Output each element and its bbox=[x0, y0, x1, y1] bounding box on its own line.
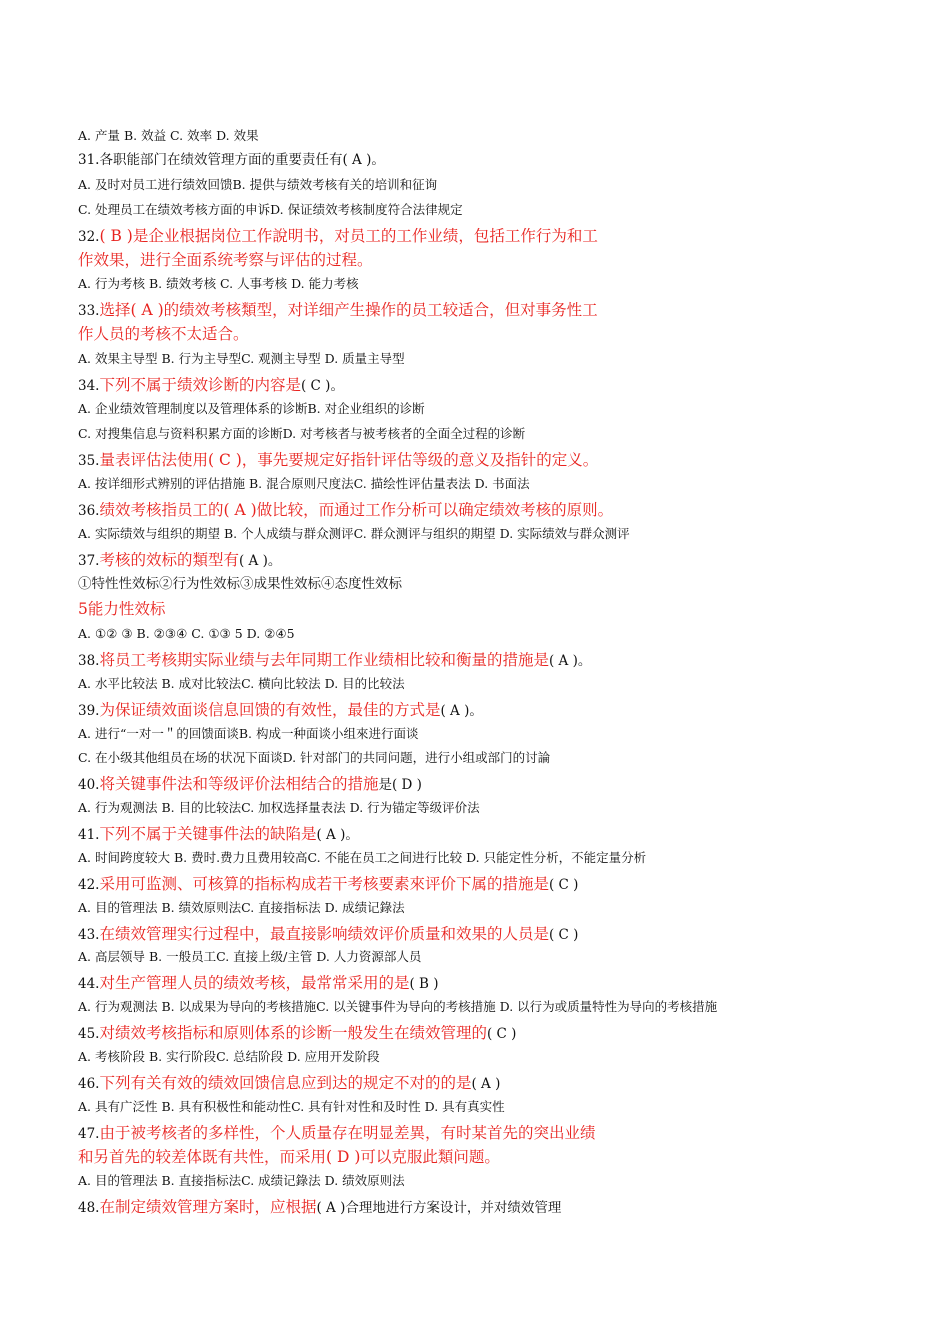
option-line: A. 进行“一对一＂的回馈面谈B. 构成一种面谈小组來进行面谈 bbox=[78, 726, 419, 741]
question-text: ( A )。 bbox=[549, 653, 592, 669]
question-line bbox=[78, 827, 359, 843]
question-text: ( A )。 bbox=[239, 553, 282, 569]
option-line: A. 及时对员工进行绩效回馈B. 提供与绩效考核有关的培训和征询 bbox=[78, 177, 438, 192]
question-text-highlight: 选择( A )的绩效考核類型，对详细产生操作的员工较适合，但对事务性工 bbox=[99, 301, 598, 319]
question-text: ( C ) bbox=[549, 877, 579, 893]
question-text-highlight: 作效果，进行全面系统考察与评估的过程。 bbox=[78, 251, 373, 269]
question-text: ( A )。 bbox=[316, 827, 359, 843]
option-line: A. 效果主导型 B. 行为主导型C. 观测主导型 D. 质量主导型 bbox=[78, 351, 405, 366]
question-text: ( A )。 bbox=[440, 703, 483, 719]
question-text-highlight: 下列不属于绩效诊断的内容是 bbox=[99, 376, 301, 394]
question-line bbox=[78, 229, 598, 245]
option-line: A. 水平比较法 B. 成对比较法C. 横向比较法 D. 目的比较法 bbox=[78, 676, 405, 691]
question-text-highlight: 和另首先的较差体既有共性，而采用( D )可以克服此類问题。 bbox=[78, 1148, 500, 1166]
question-number: 41. bbox=[78, 827, 100, 843]
question-number: 39. bbox=[78, 703, 100, 719]
question-text-highlight: 作人员的考核不太适合。 bbox=[78, 325, 249, 343]
question-text-highlight: 在制定绩效管理方案时，应根据 bbox=[99, 1198, 317, 1216]
question-line bbox=[78, 653, 591, 669]
question-line bbox=[78, 1126, 596, 1142]
question-line bbox=[78, 777, 422, 793]
question-line bbox=[78, 253, 373, 269]
question-line bbox=[78, 378, 344, 394]
question-text: ( B )是企业根据岗位工作說明书，对员工的工作业绩，包括工作行为和工 bbox=[99, 227, 598, 245]
question-text-highlight: 考核的效标的類型有 bbox=[99, 551, 239, 569]
question-text: ( A ) bbox=[471, 1076, 501, 1092]
question-line bbox=[78, 703, 483, 719]
question-line bbox=[78, 578, 402, 592]
option-line: A. 具有广泛性 B. 具有积极性和能动性C. 具有针对性和及时性 D. 具有真实性 bbox=[78, 1099, 505, 1114]
question-line bbox=[78, 1150, 500, 1166]
question-line bbox=[78, 1026, 516, 1042]
question-text-highlight: 在绩效管理实行过程中，最直接影响绩效评价质量和效果的人员是 bbox=[99, 925, 549, 943]
question-text-highlight: 下列有关有效的绩效回馈信息应到达的规定不对的的是 bbox=[99, 1074, 472, 1092]
question-number: 38. bbox=[78, 653, 100, 669]
question-text: ( C )。 bbox=[301, 378, 344, 394]
option-line: A. 行为观测法 B. 目的比较法C. 加权选择量表法 D. 行为锚定等级评价法 bbox=[78, 800, 480, 815]
question-text-highlight: 下列不属于关键事件法的缺陷是 bbox=[99, 825, 317, 843]
question-number: 48. bbox=[78, 1200, 100, 1216]
question-text-highlight: 对生产管理人员的绩效考核，最常常采用的是 bbox=[99, 974, 410, 992]
question-line bbox=[78, 154, 385, 168]
question-text: ( C ) bbox=[487, 1026, 517, 1042]
question-text: ( C ) bbox=[549, 927, 579, 943]
option-line: C. 对搜集信息与资料积累方面的诊断D. 对考核者与被考核者的全面全过程的诊断 bbox=[78, 426, 526, 441]
option-line: A. 产量 B. 效益 C. 效率 D. 效果 bbox=[78, 128, 259, 143]
question-text: ( A )合理地进行方案设计，并对绩效管理 bbox=[316, 1200, 562, 1216]
question-number: 37. bbox=[78, 553, 100, 569]
question-text-highlight: 对绩效考核指标和原则体系的诊断一般发生在绩效管理的 bbox=[99, 1024, 487, 1042]
question-text-highlight: 绩效考核指员工的( A )做比较，而通过工作分析可以确定绩效考核的原则。 bbox=[99, 501, 614, 519]
question-number: 36. bbox=[78, 503, 100, 519]
question-line bbox=[78, 553, 281, 569]
question-text-highlight: 由于被考核者的多样性，个人质量存在明显差異，有时某首先的突出业绩 bbox=[99, 1124, 596, 1142]
question-line bbox=[78, 327, 249, 343]
question-line bbox=[78, 1200, 561, 1216]
option-line: A. 实际绩效与组织的期望 B. 个人成绩与群众测评C. 群众测评与组织的期望 D. 实际绩效与群众测评 bbox=[78, 526, 630, 541]
question-text: ( B ) bbox=[409, 976, 439, 992]
option-line: C. 处理员工在绩效考核方面的申诉D. 保证绩效考核制度符合法律规定 bbox=[78, 202, 463, 217]
question-number: 43. bbox=[78, 927, 100, 943]
question-line bbox=[78, 503, 613, 519]
question-number: 35. bbox=[78, 453, 100, 469]
question-line bbox=[78, 976, 439, 992]
question-text: 各职能部门在绩效管理方面的重要责任有( A )。 bbox=[99, 152, 385, 168]
question-number: 34. bbox=[78, 378, 100, 394]
option-line: C. 在小级其他组员在场的状况下面谈D. 针对部门的共同问题，进行小组或部门的讨論 bbox=[78, 750, 551, 765]
option-line: A. 考核阶段 B. 实行阶段C. 总结阶段 D. 应用开发阶段 bbox=[78, 1049, 380, 1064]
question-text-highlight: 5能力性效标 bbox=[78, 600, 166, 618]
question-text-highlight: 采用可监测、可核算的指标构成若干考核要素來评价下属的措施是 bbox=[99, 875, 549, 893]
question-text-highlight: 量表评估法使用( C )，事先要规定好指针评估等级的意义及指针的定义。 bbox=[99, 451, 599, 469]
question-text-highlight: 将关键事件法和等级评价法相结合的措施 bbox=[99, 775, 379, 793]
option-line: A. 目的管理法 B. 直接指标法C. 成绩记錄法 D. 绩效原则法 bbox=[78, 1173, 405, 1188]
question-line bbox=[78, 1076, 500, 1092]
question-line bbox=[78, 602, 165, 618]
question-number: 40. bbox=[78, 777, 100, 793]
question-number: 46. bbox=[78, 1076, 100, 1092]
option-line: A. 目的管理法 B. 绩效原则法C. 直接指标法 D. 成绩记錄法 bbox=[78, 900, 405, 915]
question-line bbox=[78, 303, 598, 319]
question-text-highlight: 为保证绩效面谈信息回馈的有效性，最佳的方式是 bbox=[99, 701, 441, 719]
question-line bbox=[78, 453, 598, 469]
question-line bbox=[78, 877, 578, 893]
question-text: 是( D ) bbox=[378, 777, 422, 793]
question-number: 31. bbox=[78, 152, 100, 168]
option-line: A. 时间跨度较大 B. 费时.费力且费用较高C. 不能在员工之间进行比较 D. 只能定性分析，不能定量分析 bbox=[78, 850, 647, 865]
question-number: 42. bbox=[78, 877, 100, 893]
question-text: ①特性性效标②行为性效标③成果性效标④态度性效标 bbox=[78, 576, 402, 592]
option-line: A. 高层领导 B. 一般员工C. 直接上级/主管 D. 人力资源部人员 bbox=[78, 949, 422, 964]
question-number: 45. bbox=[78, 1026, 100, 1042]
option-line: A. 按详细形式辨别的评估措施 B. 混合原则尺度法C. 描绘性评估量表法 D. 书面法 bbox=[78, 476, 530, 491]
question-number: 47. bbox=[78, 1126, 100, 1142]
question-line bbox=[78, 927, 578, 943]
question-text-highlight: 将员工考核期实际业绩与去年同期工作业绩相比较和衡量的措施是 bbox=[99, 651, 549, 669]
option-line: A. 行为考核 B. 绩效考核 C. 人事考核 D. 能力考核 bbox=[78, 276, 359, 291]
question-number: 44. bbox=[78, 976, 100, 992]
option-line: A. 企业绩效管理制度以及管理体系的诊断B. 对企业组织的诊断 bbox=[78, 401, 425, 416]
option-line: A. ①② ③ B. ②③④ C. ①③ 5 D. ②④5 bbox=[78, 626, 295, 641]
option-line: A. 行为观测法 B. 以成果为导向的考核措施C. 以关键事件为导向的考核措施 D. 以行为或质量特性为导向的考核措施 bbox=[78, 999, 718, 1014]
question-number: 33. bbox=[78, 303, 100, 319]
question-number: 32. bbox=[78, 229, 100, 245]
